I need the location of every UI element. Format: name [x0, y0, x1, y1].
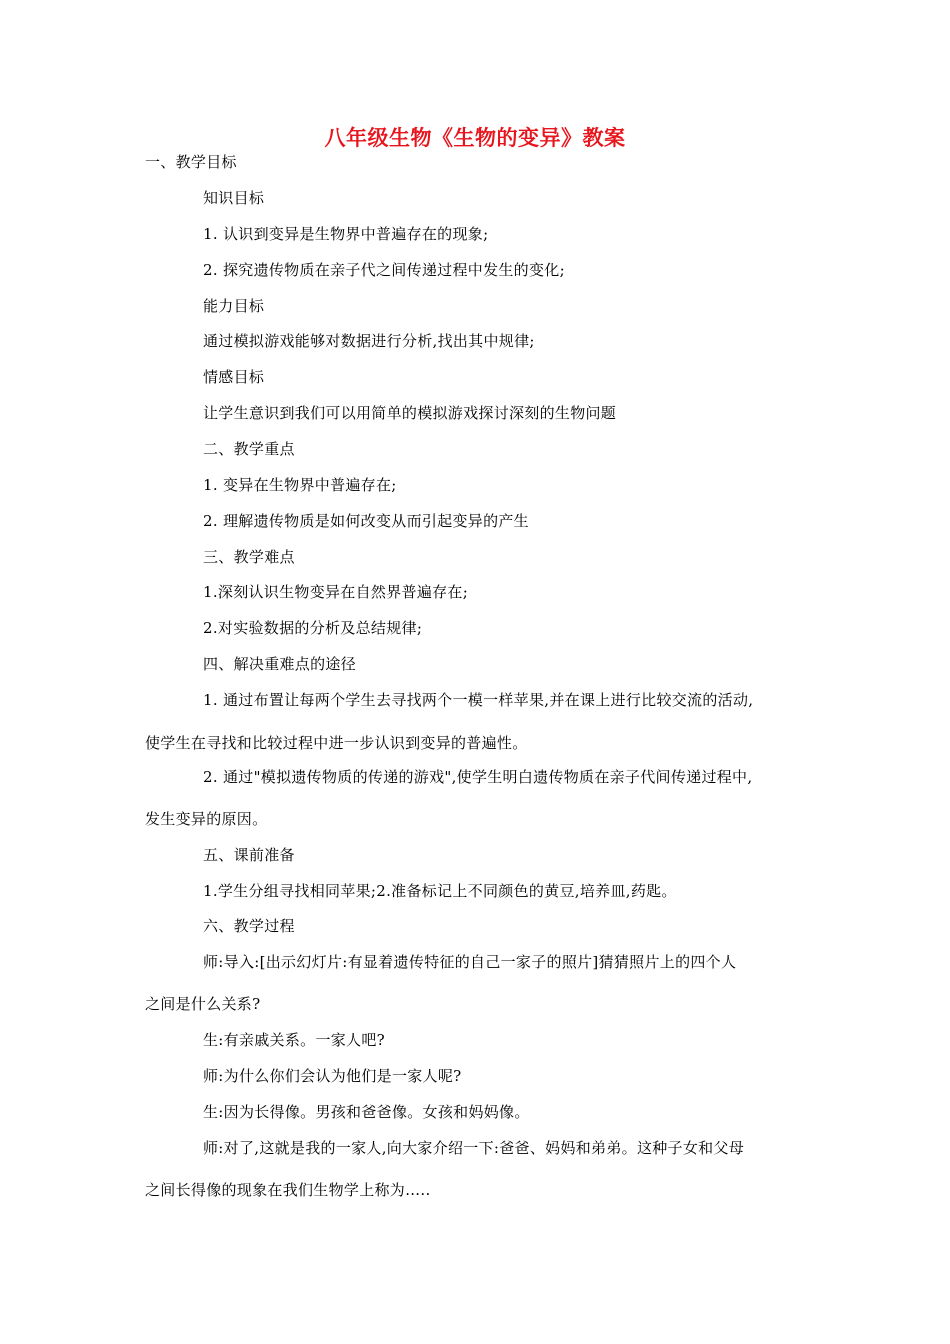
paragraph-line: 2. 探究遗传物质在亲子代之间传递过程中发生的变化;: [203, 261, 565, 279]
paragraph-line: 1.深刻认识生物变异在自然界普遍存在;: [203, 583, 469, 601]
paragraph-line: 使学生在寻找和比较过程中进一步认识到变异的普遍性。: [145, 734, 528, 752]
paragraph-line: 之间长得像的现象在我们生物学上称为…..: [145, 1181, 431, 1199]
section-heading-process: 六、教学过程: [203, 917, 295, 935]
subheading-emotion-goals: 情感目标: [203, 368, 265, 386]
paragraph-line: 生:因为长得像。男孩和爸爸像。女孩和妈妈像。: [203, 1103, 530, 1121]
paragraph-line: 1. 变异在生物界中普遍存在;: [203, 476, 397, 494]
subheading-knowledge-goals: 知识目标: [203, 189, 265, 207]
section-heading-preparation: 五、课前准备: [203, 846, 295, 864]
paragraph-line: 生:有亲戚关系。一家人吧?: [203, 1031, 385, 1049]
paragraph-line: 2. 通过"模拟遗传物质的传递的游戏",使学生明白遗传物质在亲子代间传递过程中,: [203, 768, 753, 786]
document-title: 八年级生物《生物的变异》教案: [324, 126, 626, 150]
section-heading-difficulties: 三、教学难点: [203, 548, 295, 566]
paragraph-line: 之间是什么关系?: [145, 995, 261, 1013]
paragraph-line: 师:对了,这就是我的一家人,向大家介绍一下:爸爸、妈妈和弟弟。这种子女和父母: [203, 1139, 745, 1157]
section-heading-key-points: 二、教学重点: [203, 440, 295, 458]
section-heading-goals: 一、教学目标: [145, 153, 237, 171]
paragraph-line: 1. 认识到变异是生物界中普遍存在的现象;: [203, 225, 489, 243]
paragraph-line: 让学生意识到我们可以用简单的模拟游戏探讨深刻的生物问题: [203, 404, 617, 422]
paragraph-line: 2.对实验数据的分析及总结规律;: [203, 619, 423, 637]
paragraph-line: 2. 理解遗传物质是如何改变从而引起变异的产生: [203, 512, 529, 530]
paragraph-line: 师:为什么你们会认为他们是一家人呢?: [203, 1067, 462, 1085]
paragraph-line: 1. 通过布置让每两个学生去寻找两个一模一样苹果,并在课上进行比较交流的活动,: [203, 691, 754, 709]
paragraph-line: 师:导入:[出示幻灯片:有显着遗传特征的自己一家子的照片]猜猜照片上的四个人: [203, 953, 737, 971]
paragraph-line: 通过模拟游戏能够对数据进行分析,找出其中规律;: [203, 332, 535, 350]
paragraph-line: 发生变异的原因。: [145, 810, 268, 828]
paragraph-line: 1.学生分组寻找相同苹果;2.准备标记上不同颜色的黄豆,培养皿,药匙。: [203, 882, 677, 900]
subheading-ability-goals: 能力目标: [203, 297, 265, 315]
section-heading-approach: 四、解决重难点的途径: [203, 655, 357, 673]
